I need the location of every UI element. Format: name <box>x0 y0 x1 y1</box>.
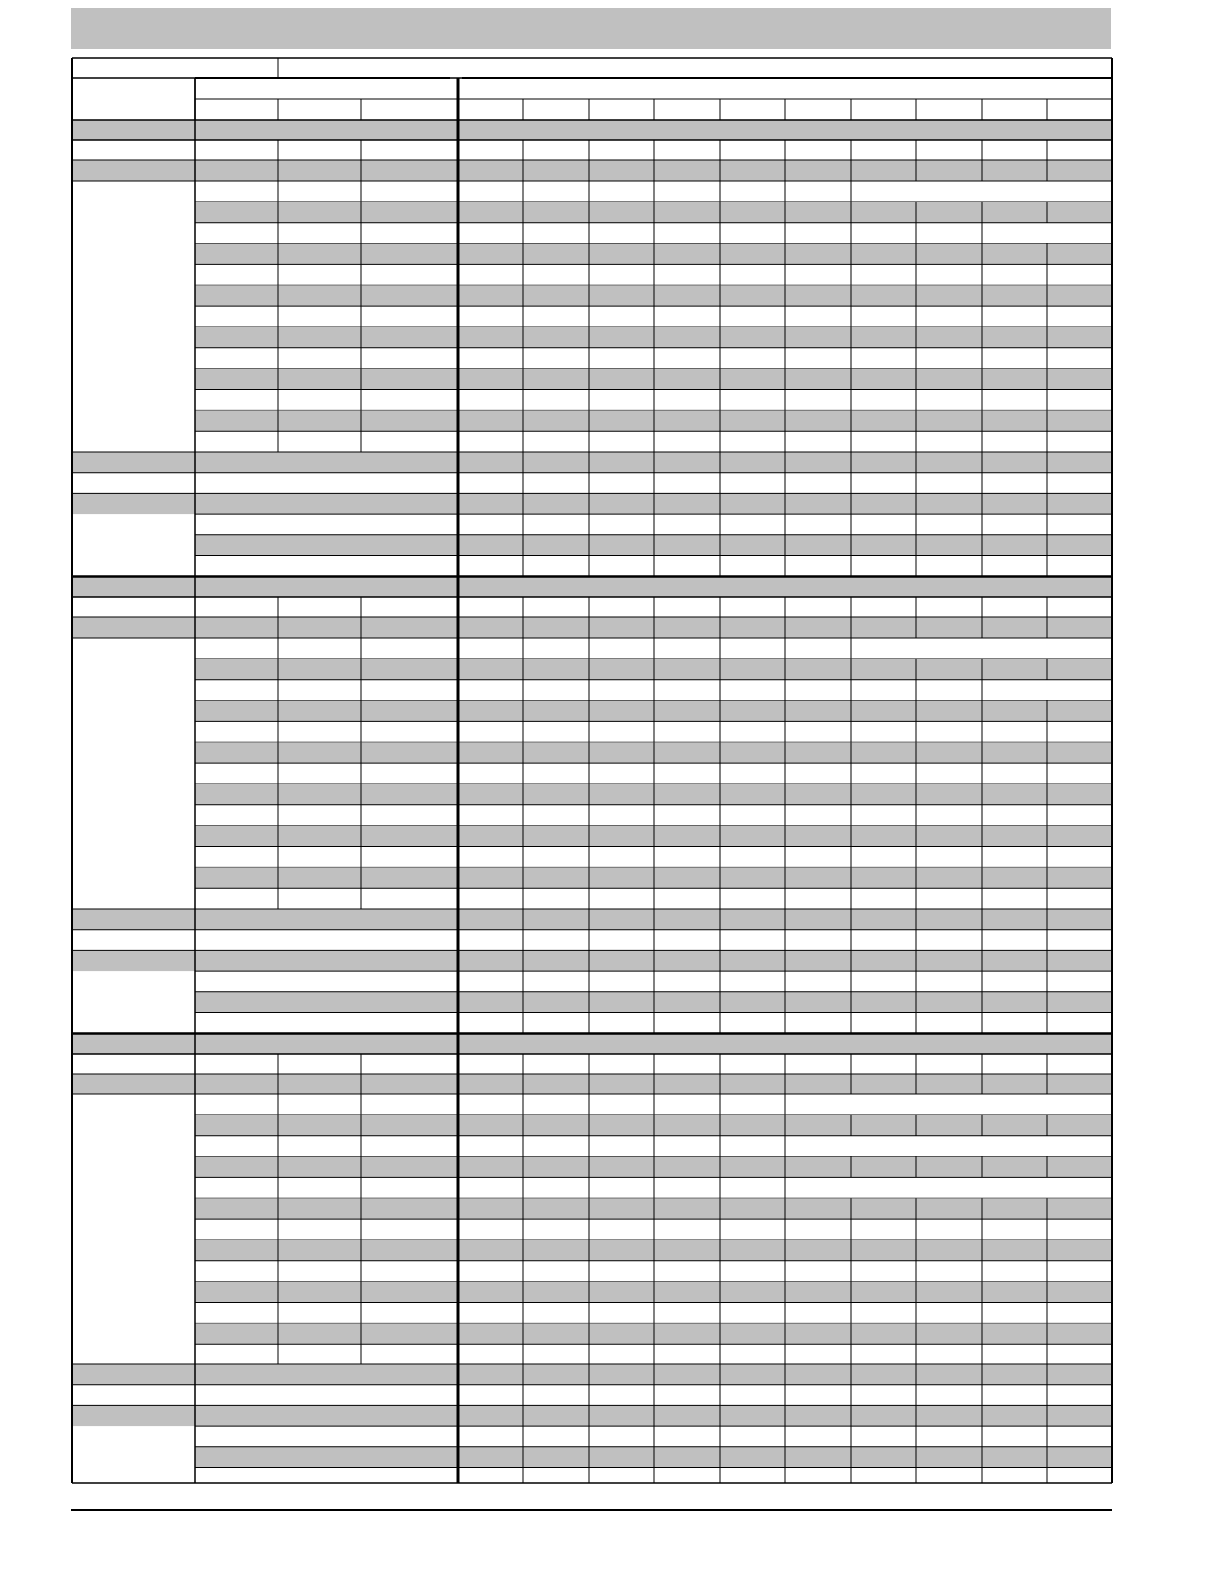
section-shaded-row <box>72 1074 1112 1094</box>
section-shaded-row <box>72 160 1112 181</box>
band-row-shaded <box>72 493 1112 514</box>
band-row-shaded <box>72 950 1112 971</box>
section-title-row <box>72 120 1112 140</box>
section-title-row <box>72 1034 1112 1054</box>
footer-rule <box>71 1509 1112 1511</box>
section-title-row <box>72 577 1112 597</box>
band-row-shaded <box>72 909 1112 930</box>
section-shaded-row <box>72 617 1112 638</box>
band-row-shaded <box>72 1364 1112 1385</box>
band-row-shaded <box>72 1405 1112 1426</box>
band-row-shaded <box>72 452 1112 473</box>
